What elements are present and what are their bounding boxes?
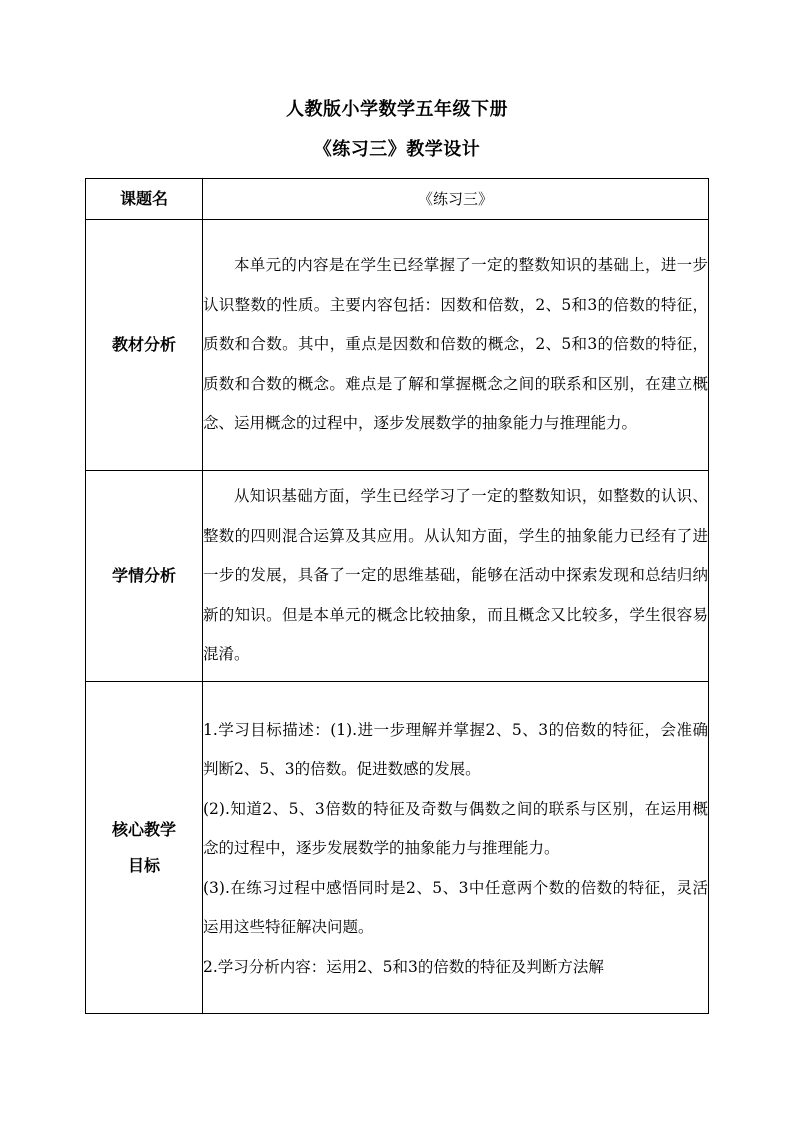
core-goals-label-line2: 目标: [127, 855, 160, 875]
document-header: [0, 98, 794, 162]
core-goals-label-line1: 核心教学: [111, 819, 176, 839]
core-goals-paragraph-2: (2).知道2、5、3倍数的特征及奇数与偶数之间的联系与区别，在运用概念的过程中，逐步发展数学的抽象能力与推理能力。: [203, 799, 708, 858]
table-row-material-analysis: [86, 220, 709, 471]
topic-label: 课题名: [86, 179, 203, 220]
student-analysis-label: 学情分析: [86, 471, 203, 682]
document-title-line1: 人教版小学数学五年级下册: [286, 99, 508, 120]
material-analysis-label: 教材分析: [86, 220, 203, 471]
student-analysis-cell: [203, 471, 709, 682]
core-goals-paragraph-4: 2.学习分析内容：运用2、5和3的倍数的特征及判断方法解: [203, 957, 604, 976]
lesson-plan-table: [85, 178, 709, 1014]
table-row-topic: [86, 179, 709, 220]
table-row-core-goals: [86, 682, 709, 1014]
core-goals-cell: [203, 682, 709, 1014]
core-goals-paragraph-1: 1.学习目标描述：(1).进一步理解并掌握2、5、3的倍数的特征，会准确判断2、5、3的倍数。促进数感的发展。: [203, 720, 708, 779]
table-row-student-analysis: [86, 471, 709, 682]
core-goals-paragraph-3: (3).在练习过程中感悟同时是2、5、3中任意两个数的倍数的特征，灵活运用这些特征解决问题。: [203, 878, 708, 937]
topic-value: 《练习三》: [203, 179, 709, 220]
material-analysis-text: 本单元的内容是在学生已经掌握了一定的整数知识的基础上，进一步认识整数的性质。主要内容包括：因数和倍数，2、5和3的倍数的特征，质数和合数。其中，重点是因数和倍数的概念，2、5和3的倍数的特征，质数和合数的概念。难点是了解和掌握概念之间的联系和区别，在建立概念、运用概念的过程中，逐步发展数学的抽象能力与推理能力。: [203, 256, 708, 433]
student-analysis-text: 从知识基础方面，学生已经学习了一定的整数知识，如整数的认识、整数的四则混合运算及其应用。从认知方面，学生的抽象能力已经有了进一步的发展，具备了一定的思维基础，能够在活动中探索发现和总结归纳新的知识。但是本单元的概念比较抽象，而且概念又比较多，学生很容易混淆。: [203, 487, 708, 664]
material-analysis-cell: [203, 220, 709, 471]
document-title-line2: 《练习三》教学设计: [313, 139, 481, 160]
core-goals-label: [86, 682, 203, 1014]
